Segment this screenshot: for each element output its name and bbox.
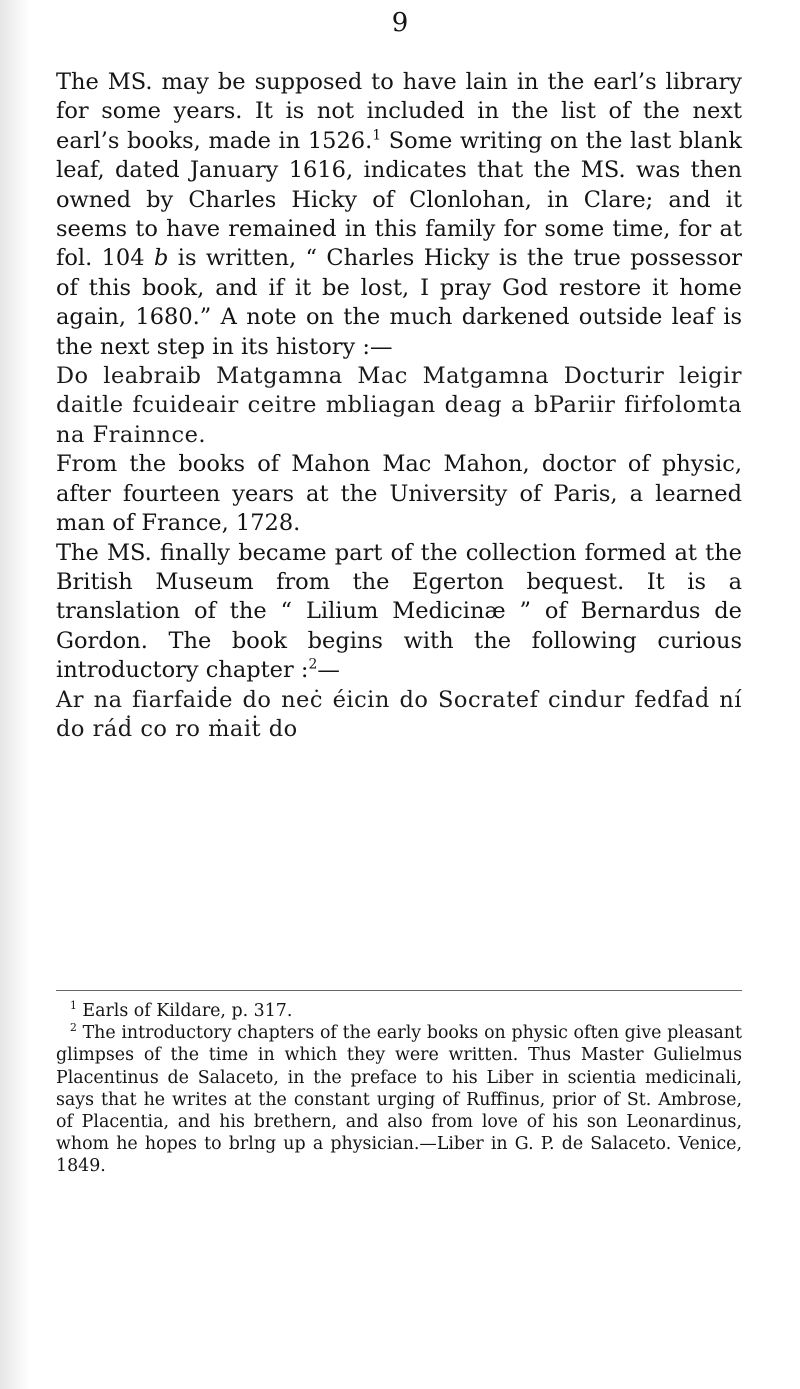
paragraph-collection (56, 539, 742, 686)
footnote-text: Earls of Kildare, p. 317. (76, 1001, 293, 1021)
footnote-mark: 2 (70, 1021, 77, 1035)
footnote-text: The introductory chapters of the early books on physic often give pleasant glimpses of the time in which they were written. Thus Master Gulielmus Placentinus de Salaceto, in the preface to his Liber in scientia medicinali, says that he writes at the constant urging of Ruffinus, prior of St. Ambrose, of Placentia, and his brethern, and also from love of his son Leonardinus, whom he hopes to brlng up a physician.—Liber in G. P. de Salaceto. Venice, 1849. (56, 1023, 742, 1177)
gaelic-inscription: Do leabraib Matgamna Mac Matgamna Docturir leigir daitle fcuideair ceitre mbliagan deag a bPariir fiṙfolomta na Frainnce. (56, 363, 742, 448)
footnote-2 (56, 1022, 742, 1177)
paragraph-text: Some writing on the last blank leaf, dated January 1616, indicates that the MS. was then owned by Charles Hicky of Clonlohan, in Clare; and it seems to have remained in this family for some time, for at fol. 104 (56, 127, 742, 272)
paragraph-text: The MS. finally became part of the collection formed at the British Museum from the Egerton bequest. It is a translation of the “ Lilium Medicinæ ” of Bernardus de Gordon. The book begins with the following curious introductory chapter : (56, 539, 742, 684)
paragraph-text: — (317, 657, 340, 684)
body-text (56, 68, 742, 744)
footnote-mark: 1 (70, 999, 77, 1013)
paragraph-text: The MS. may be supposed to have lain in the earl’s library for some years. It is not included in the list of the next earl’s books, made in 1526. (56, 69, 742, 154)
gaelic-chapter-opening: Ar na fiarfaiḋe do neċ éicin do Socratef cindur fedfaḋ ní do ráḋ co ro ṁaiṫ do (56, 686, 742, 742)
page-number: 9 (391, 8, 409, 38)
footnote-ref-2[interactable]: 2 (308, 656, 318, 673)
footnote-ref-1[interactable]: 1 (372, 127, 382, 144)
paragraph-translation: From the books of Mahon Mac Mahon, doctor of physic, after fourteen years at the University of Paris, a learned man of France, 1728. (56, 451, 742, 537)
page-edge-shadow (0, 0, 30, 1389)
footnote-1 (56, 1000, 742, 1022)
paragraph-text: is written, “ Charles Hicky is the true possessor of this book, and if it be lost, I pray God restore it home again, 1680.” A note on the much darkened outside leaf is the next step in its history :— (56, 245, 742, 360)
paragraph-history (56, 68, 742, 362)
folio-side: b (144, 245, 169, 272)
footnotes (56, 1000, 742, 1178)
footnote-divider (56, 990, 742, 991)
